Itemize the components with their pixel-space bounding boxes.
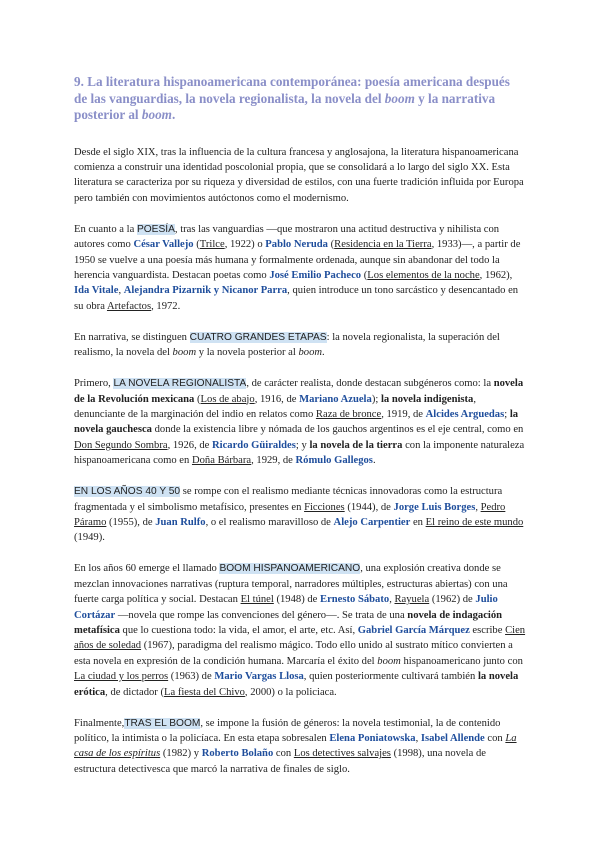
paragraph-poesia	[74, 222, 526, 314]
text: con la imponente naturaleza hispanoamericana como en	[74, 439, 525, 467]
text: (	[193, 239, 200, 251]
paragraph-text: Desde el siglo XIX, tras la influencia de la cultura francesa y anglosajona, la literatura hispanoamericana comienza a construir una identidad poscolonial propia, que se consolidará a lo largo del siglo XX. Esta literatura se caracteriza por su riqueza y diversidad de estilos, con una fuerte tradición influida por Europa pero también con movimientos autóctonos como el modernismo.	[74, 146, 524, 204]
text: ;	[504, 408, 510, 420]
text: ,	[389, 594, 395, 606]
author-name: José Emilio Pacheco	[269, 269, 362, 281]
text: en	[410, 517, 426, 528]
work-title: Pedro Páramo	[74, 501, 506, 528]
bold-term: la novela erótica	[74, 671, 519, 698]
text: ,	[415, 733, 421, 745]
text: En narrativa, se distinguen	[74, 331, 190, 343]
text: , tras las vanguardias —que mostraron una actitud destructiva y nihilista con autores como	[74, 223, 500, 251]
text: .	[322, 347, 325, 359]
title-text: y la narrativa posterior al	[74, 90, 496, 122]
text: , 1933)—, a partir de 1950 se vuelve a una poesía más humana y formalmente ordenada, aunque sin abandonar del todo la herencia vanguardista. Destacan poetas como	[74, 239, 521, 281]
work-title: El reino de este mundo	[425, 517, 524, 528]
text: En cuanto a la	[74, 223, 137, 235]
author-name: Alcides Arguedas	[425, 408, 505, 420]
author-name: Nicanor Parra	[221, 285, 288, 297]
text: con	[273, 748, 294, 760]
paragraph-boom	[74, 561, 526, 700]
text: (1948) de	[273, 594, 321, 606]
title-text: 9. La literatura hispanoamericana contemporánea: poesía americana después de las vanguardias, la novela regionalista, la novela del	[74, 74, 510, 106]
text: (1944), de	[344, 501, 394, 513]
highlight-heading: BOOM HISPANOAMERICANO	[219, 563, 361, 575]
highlight-heading: EN LOS AÑOS 40 Y 50	[74, 486, 181, 498]
text: ,	[475, 501, 481, 513]
document-body	[74, 74, 526, 793]
paragraph-regionalista	[74, 376, 526, 468]
text: (1962) de	[429, 594, 476, 606]
highlight-heading: TRAS EL BOOM	[124, 717, 201, 729]
work-title: Los de abajo	[200, 393, 255, 405]
text: se rompe con el realismo mediante técnicas innovadoras como la estructura fragmentada y el simbolismo metafísico, presentes en	[74, 486, 503, 513]
work-title: La casa de los espíritus	[74, 733, 517, 760]
work-title: Los elementos de la noche	[367, 269, 480, 281]
text: (	[361, 269, 368, 281]
bold-term: novela de la Revolución mexicana	[74, 378, 524, 405]
text: , de carácter realista, donde destacan subgéneros como: la	[246, 378, 494, 390]
text: , 1919, de	[381, 408, 426, 420]
text: —novela que rompe las convenciones del género—. Se trata de una	[115, 609, 408, 621]
work-title: La fiesta del Chivo	[164, 686, 245, 698]
bold-term: novela de indagación metafísica	[74, 609, 503, 637]
text: (1998), una novela de estructura detectivesca que marcó la narrativa de finales de siglo.	[74, 748, 486, 775]
author-name: Roberto Bolaño	[201, 748, 274, 760]
text: .	[372, 455, 376, 467]
work-title: Don Segundo Sombra	[74, 439, 168, 451]
highlight-heading: CUATRO GRANDES ETAPAS	[189, 331, 327, 343]
text: , 2000) o la policiaca.	[244, 686, 337, 698]
author-name: Juan Rulfo	[155, 517, 206, 528]
text: y	[211, 285, 222, 297]
text: (1967), paradigma del realismo mágico. Todo ello unido al sustrato mítico convierten a esta novela en expresión de la condición humana. Marcaría el éxito del	[74, 640, 513, 667]
text: , 1922) o	[224, 239, 266, 251]
work-title: Artefactos	[106, 300, 152, 312]
author-name: César Vallejo	[133, 239, 194, 251]
text: ; y	[295, 439, 310, 451]
text: , denunciante de la marginación del indio en relatos como	[74, 393, 477, 420]
text: donde la existencia libre y nómada de los gauchos argentinos es el eje central, como en	[151, 424, 524, 436]
italic-term: boom	[172, 347, 197, 359]
italic-term: boom	[298, 347, 323, 359]
author-name: Gabriel García Márquez	[357, 625, 470, 637]
title-boom: boom	[141, 107, 172, 122]
paragraph-etapas	[74, 330, 526, 361]
text: (	[327, 239, 335, 251]
work-title: Trilce	[199, 239, 225, 251]
paragraph-tras-el-boom	[74, 716, 526, 778]
author-name: Ida Vitale	[74, 285, 119, 297]
section-title	[74, 74, 526, 124]
work-title: Ficciones	[304, 501, 345, 513]
text: que lo cuestiona todo: la vida, el amor, el arte, etc. Así,	[119, 625, 358, 637]
text: Primero,	[74, 378, 114, 390]
work-title: Cien años de soledad	[74, 625, 526, 652]
text: , quien introduce un tono sarcástico y desencantado en su obra	[74, 285, 519, 312]
author-name: Mariano Azuela	[299, 393, 372, 405]
author-name: Mario Vargas Llosa	[214, 671, 304, 683]
author-name: Pablo Neruda	[265, 239, 328, 251]
work-title: Rayuela	[394, 594, 430, 606]
author-name: Isabel Allende	[420, 733, 485, 745]
text: (1955), de	[106, 517, 156, 528]
work-title: Raza de bronce	[315, 408, 382, 420]
text: , 1926, de	[167, 439, 213, 451]
work-title: El túnel	[240, 594, 274, 606]
highlight-heading: LA NOVELA REGIONALISTA	[113, 378, 247, 390]
text: (1963) de	[168, 671, 215, 683]
work-title: Los detectives salvajes	[293, 748, 391, 760]
title-boom: boom	[384, 90, 415, 106]
text: En los años 60 emerge el llamado	[74, 563, 220, 575]
text: y la novela posterior al	[196, 347, 299, 359]
author-name: Alejandra Pizarnik	[123, 285, 212, 297]
bold-term: la novela gauchesca	[74, 408, 519, 436]
paragraph-anos-40-50	[74, 484, 526, 546]
author-name: Elena Poniatowska	[329, 733, 416, 745]
text: , una explosión creativa donde se mezclan innovaciones narrativas (ruptura temporal, narradores múltiples, estructuras abiertas) con una fuerte carga política y social. Destacan	[74, 563, 508, 606]
text: con	[484, 733, 506, 745]
text: );	[371, 393, 381, 405]
text: , 1972.	[151, 300, 181, 312]
work-title: Doña Bárbara	[191, 455, 252, 467]
bold-term: la novela de la tierra	[309, 439, 403, 451]
text: , 1962),	[479, 269, 513, 281]
text: , 1916, de	[254, 393, 300, 405]
text: , o el realismo maravilloso de	[205, 517, 334, 528]
text: , 1929, de	[251, 455, 296, 467]
author-name: Ernesto Sábato	[320, 594, 390, 606]
text: (1949).	[74, 532, 105, 544]
text: , se impone la fusión de géneros: la novela testimonial, la de contenido político, la intimista o la policíaca. En esta etapa sobresalen	[74, 717, 501, 745]
text: escribe	[469, 625, 506, 637]
text: hispanoamericano junto con	[400, 655, 523, 667]
work-title: Residencia en la Tierra	[334, 239, 432, 251]
author-name: Alejo Carpentier	[333, 517, 411, 528]
author-name: Jorge Luis Borges	[393, 501, 476, 513]
paragraph-intro	[74, 145, 526, 207]
text: ,	[118, 285, 124, 297]
text: (	[194, 393, 201, 405]
highlight-heading: POESÍA	[136, 223, 175, 235]
text: , de dictador (	[105, 686, 165, 698]
author-name: Ricardo Güiraldes	[212, 439, 296, 451]
text: : la novela regionalista, la superación del realismo, la novela del	[74, 331, 500, 359]
italic-term: boom	[377, 655, 401, 667]
text: Finalmente,	[74, 717, 125, 729]
author-name: Julio Cortázar	[74, 594, 498, 621]
bold-term: la novela indigenista	[380, 393, 474, 405]
work-title: La ciudad y los perros	[74, 671, 169, 683]
text: , quien posteriormente cultivará también	[303, 671, 478, 683]
title-text: .	[171, 107, 176, 122]
text: (1982) y	[160, 748, 202, 760]
author-name: Rómulo Gallegos	[295, 455, 373, 467]
